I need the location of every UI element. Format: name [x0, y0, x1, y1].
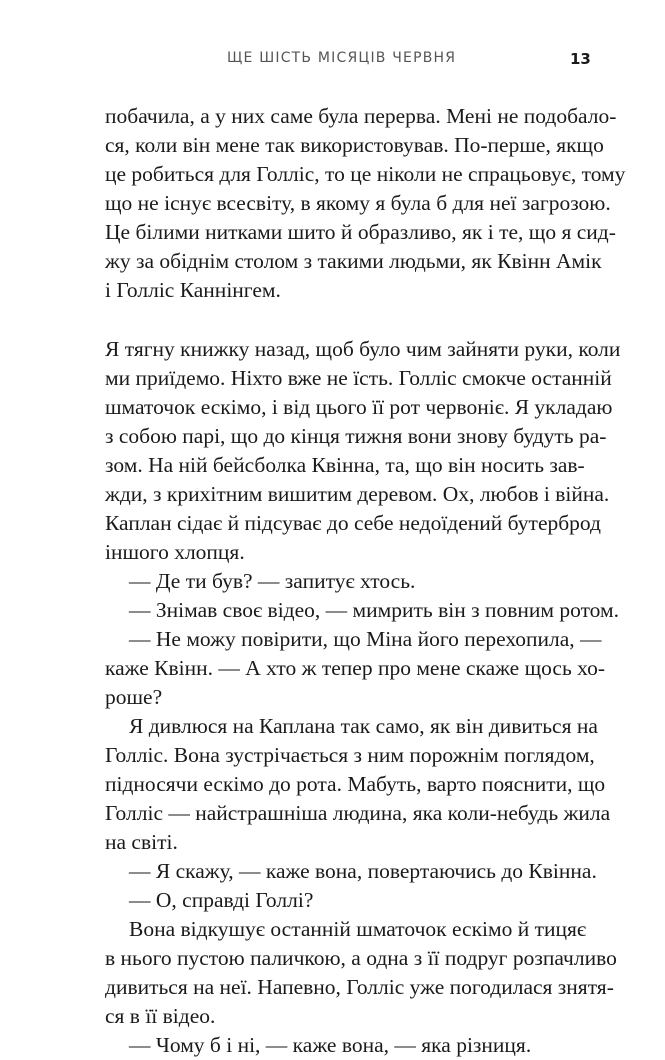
- text-line: Це білими нитками шито й образливо, як і те, що я сид-: [105, 220, 616, 244]
- text-line: ся, коли він мене так використовував. По-перше, якщо: [105, 133, 604, 157]
- text-line: — Не можу повірити, що Міна його перехопила, —: [129, 627, 602, 651]
- text-line: шматочок ескімо, і від цього її рот червоніє. Я укладаю: [105, 395, 613, 419]
- running-header: [0, 50, 665, 74]
- dialogue-paragraph: [105, 625, 606, 712]
- text-line: Я тягну книжку назад, щоб було чим зайняти руки, коли: [105, 337, 621, 361]
- dialogue-line: — Я скажу, — каже вона, повертаючись до Квінна.: [129, 859, 597, 883]
- text-line: Я дивлюся на Каплана так само, як він дивиться на: [129, 714, 598, 738]
- text-line: жу за обіднім столом з такими людьми, як Квінн Амік: [105, 249, 602, 273]
- text-line: Голліс. Вона зустрічається з ним порожнім поглядом,: [105, 743, 595, 767]
- text-line: в нього пустою паличкою, а одна з її подруг розпачливо: [105, 946, 617, 970]
- text-line: побачила, а у них саме була перерва. Мені не подобало-: [105, 104, 617, 128]
- dialogue-line: — О, справді Голлі?: [129, 888, 314, 912]
- text-line: що не існує всесвіту, в якому я була б для неї загрозою.: [105, 191, 611, 215]
- page-number: 13: [570, 50, 591, 68]
- dialogue-line: — Знімав своє відео, — мимрить він з повним ротом.: [129, 598, 620, 622]
- text-line: роше?: [105, 685, 163, 709]
- text-line: ми приїдемо. Ніхто вже не їсть. Голліс смокче останній: [105, 366, 612, 390]
- section-break: [105, 305, 570, 335]
- running-title: ЩЕ ШІСТЬ МІСЯЦІВ ЧЕРВНЯ: [227, 50, 457, 66]
- text-line: іншого хлопця.: [105, 540, 245, 564]
- text-line: з собою парі, що до кінця тижня вони знову будуть ра-: [105, 424, 607, 448]
- text-line: Каплан сідає й підсуває до себе недоїдений бутерброд: [105, 511, 602, 535]
- text-line: на світі.: [105, 830, 178, 854]
- text-line: зом. На ній бейсболка Квінна, та, що він носить зав-: [105, 453, 585, 477]
- paragraph-3: [105, 712, 611, 857]
- text-line: ся в її відео.: [105, 1004, 216, 1028]
- text-line: і Голліс Каннінгем.: [105, 278, 281, 302]
- dialogue-line: — Де ти був? — запитує хтось.: [129, 569, 416, 593]
- text-line: це робиться для Голліс, то це ніколи не спрацьовує, тому: [105, 162, 626, 186]
- text-line: Вона відкушує останній шматочок ескімо й тицяє: [129, 917, 587, 941]
- body-text: [105, 102, 626, 1060]
- text-line: Голліс — найстрашніша людина, яка коли-небудь жила: [105, 801, 611, 825]
- text-line: жди, з крихітним вишитим деревом. Ох, любов і війна.: [105, 482, 610, 506]
- text-line: підносячи ескімо до рота. Мабуть, варто пояснити, що: [105, 772, 606, 796]
- paragraph-4: [105, 915, 617, 1031]
- dialogue-line: — Чому б і ні, — каже вона, — яка різниця.: [129, 1033, 532, 1057]
- text-line: дивиться на неї. Напевно, Голліс уже погодилася знятя-: [105, 975, 614, 999]
- paragraph-1: [105, 102, 626, 305]
- text-line: каже Квінн. — А хто ж тепер про мене скаже щось хо-: [105, 656, 606, 680]
- paragraph-2: [105, 335, 621, 567]
